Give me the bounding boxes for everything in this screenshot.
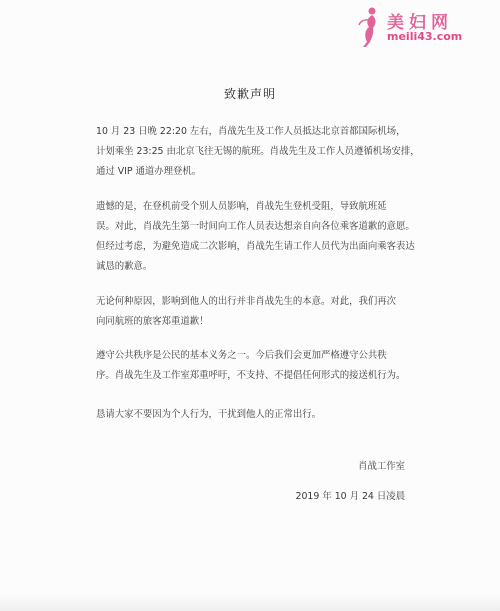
paragraph-line: 但经过考虑，为避免造成二次影响，肖战先生请工作人员代为出面向乘客表达 bbox=[96, 241, 415, 252]
paragraph-3 bbox=[96, 292, 436, 332]
paragraph-line: 遵守公共秩序是公民的基本义务之一。今后我们会更加严格遵守公共秩 bbox=[96, 350, 387, 361]
paragraph-line: 诚恳的歉意。 bbox=[96, 261, 153, 272]
paragraph-line: 计划乘坐 23:25 由北京飞往无锡的航班。肖战先生及工作人员遵循机场安排， bbox=[96, 146, 420, 157]
watermark-url: meili43.com bbox=[387, 30, 463, 43]
paragraph-1 bbox=[96, 122, 436, 182]
paragraph-line: 恳请大家不要因为个人行为，干扰到他人的正常出行。 bbox=[96, 409, 322, 420]
paragraph-line: 误。对此，肖战先生第一时间向工作人员表达想亲自向各位乘客道歉的意愿。 bbox=[96, 221, 415, 232]
signature: 肖战工作室 bbox=[358, 461, 405, 472]
paragraph-2 bbox=[96, 197, 436, 277]
paragraph-5 bbox=[96, 405, 436, 425]
paragraph-line: 通过 VIP 通道办理登机。 bbox=[96, 166, 202, 177]
paragraph-line: 无论何种原因，影响到他人的出行并非肖战先生的本意。对此，我们再次 bbox=[96, 296, 397, 307]
watermark-title: 美妇网 bbox=[387, 13, 453, 33]
paragraph-4 bbox=[96, 346, 436, 386]
paragraph-line: 10 月 23 日晚 22:20 左右，肖战先生及工作人员抵达北京首都国际机场， bbox=[96, 126, 406, 137]
page-shadow bbox=[0, 593, 500, 611]
paragraph-line: 序。肖战先生及工作室郑重呼吁，不支持、不提倡任何形式的接送机行为。 bbox=[96, 370, 406, 381]
watermark-logo bbox=[357, 6, 492, 48]
signature-date: 2019 年 10 月 24 日凌晨 bbox=[295, 491, 405, 502]
paragraph-line: 遗憾的是，在登机前受个别人员影响，肖战先生登机受阻，导致航班延 bbox=[96, 201, 387, 212]
document-title: 致歉声明 bbox=[223, 87, 276, 101]
woman-silhouette-icon bbox=[357, 6, 383, 48]
paragraph-line: 向同航班的旅客郑重道歉！ bbox=[96, 316, 209, 327]
